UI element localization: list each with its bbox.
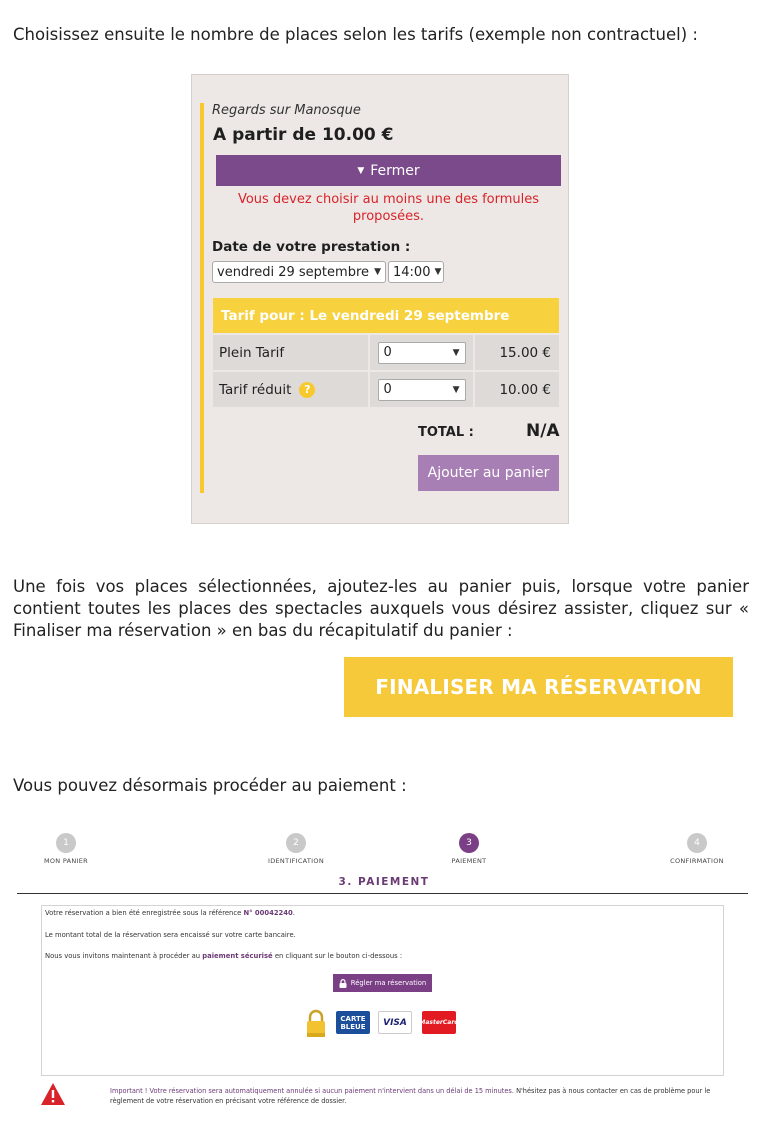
step-cart	[6, 833, 126, 865]
tariff-name: Tarif réduit	[219, 381, 292, 398]
padlock-icon	[305, 1009, 327, 1039]
amount-info-text: Le montant total de la réservation sera encaissé sur votre carte bancaire.	[45, 931, 296, 939]
venue-name: Regards sur Manosque	[212, 103, 361, 118]
total-value: N/A	[526, 421, 560, 441]
help-icon[interactable]: ?	[299, 382, 315, 398]
error-message: Vous devez choisir au moins une des formules proposées.	[237, 192, 540, 224]
time-select[interactable]	[388, 261, 444, 283]
tariff-price: 10.00 €	[475, 372, 559, 407]
warning-icon	[40, 1082, 66, 1106]
step-number: 2	[286, 833, 306, 853]
tariff-row	[213, 335, 559, 370]
chevron-down-icon: ▼	[434, 267, 442, 277]
carte-bleue-icon: CARTE BLEUE	[336, 1011, 370, 1034]
step-label: PAIEMENT	[451, 857, 487, 865]
tariff-price: 15.00 €	[475, 335, 559, 370]
quantity-value: 0	[383, 345, 392, 360]
quantity-value: 0	[383, 382, 392, 397]
step-number: 1	[56, 833, 76, 853]
step-label: MON PANIER	[43, 857, 88, 865]
step-number: 3	[459, 833, 479, 853]
time-select-value: 14:00	[393, 264, 431, 280]
secure-payment-highlight: paiement sécurisé	[202, 952, 273, 960]
payment-title: 3. PAIEMENT	[338, 876, 430, 888]
invite-text: Nous vous invitons maintenant à procéder au paiement sécurisé en cliquant sur le bouton ci-dessous :	[45, 952, 403, 960]
finalize-reservation-button[interactable]: FINALISER MA RÉSERVATION	[344, 657, 733, 717]
chevron-down-icon: ▼	[452, 384, 460, 395]
pay-reservation-button[interactable]	[333, 974, 432, 992]
quantity-select[interactable]	[378, 379, 466, 401]
chevron-down-icon: ▼	[374, 267, 381, 277]
price-from: A partir de 10.00 €	[213, 125, 394, 145]
widget-accent-bar	[200, 103, 204, 493]
step-confirmation	[637, 833, 757, 865]
step-number: 4	[687, 833, 707, 853]
add-to-cart-button[interactable]: Ajouter au panier	[418, 455, 559, 491]
intro-text-3: Vous pouvez désormais procéder au paiement :	[13, 776, 407, 795]
step-payment	[409, 833, 529, 865]
lock-icon	[339, 979, 347, 988]
date-label: Date de votre prestation :	[212, 239, 411, 255]
tariff-header: Tarif pour : Le vendredi 29 septembre	[213, 298, 559, 333]
step-identification	[236, 833, 356, 865]
total-label: TOTAL :	[418, 425, 474, 440]
booking-widget	[191, 74, 569, 524]
step-label: CONFIRMATION	[670, 857, 724, 865]
tariff-row	[213, 372, 559, 407]
step-label: IDENTIFICATION	[268, 857, 324, 865]
close-button-label: Fermer	[370, 162, 420, 179]
tariff-name: Plein Tarif	[219, 344, 285, 361]
intro-text-2: Une fois vos places sélectionnées, ajoutez-les au panier puis, lorsque votre panier contient toutes les places des spectacles auxquels vous désirez assister, cliquez sur « Finaliser ma réservation » en bas du récapitulatif du panier :	[13, 577, 749, 640]
close-button[interactable]	[216, 155, 561, 186]
intro-text-1: Choisissez ensuite le nombre de places selon les tarifs (exemple non contractuel) :	[13, 25, 698, 44]
reservation-reference-text: Votre réservation a bien été enregistrée sous la référence N° 00042240.	[45, 909, 295, 917]
caret-down-icon: ▼	[357, 165, 365, 176]
chevron-down-icon: ▼	[452, 347, 460, 358]
pay-reservation-label: Régler ma réservation	[350, 979, 427, 987]
divider	[17, 893, 748, 894]
visa-icon: VISA	[378, 1011, 412, 1034]
quantity-select[interactable]	[378, 342, 466, 364]
date-select[interactable]	[212, 261, 386, 283]
reference-number: N° 00042240	[243, 909, 293, 917]
mastercard-icon: MasterCard	[422, 1011, 456, 1034]
date-select-value: vendredi 29 septembre	[217, 264, 370, 280]
warning-text: Important ! Votre réservation sera automatiquement annulée si aucun paiement n'intervient dans un délai de 15 minutes. N'hésitez pas à nous contacter en cas de problème pour le règlement de votre réservation en précisant votre référence de dossier.	[110, 1087, 711, 1105]
